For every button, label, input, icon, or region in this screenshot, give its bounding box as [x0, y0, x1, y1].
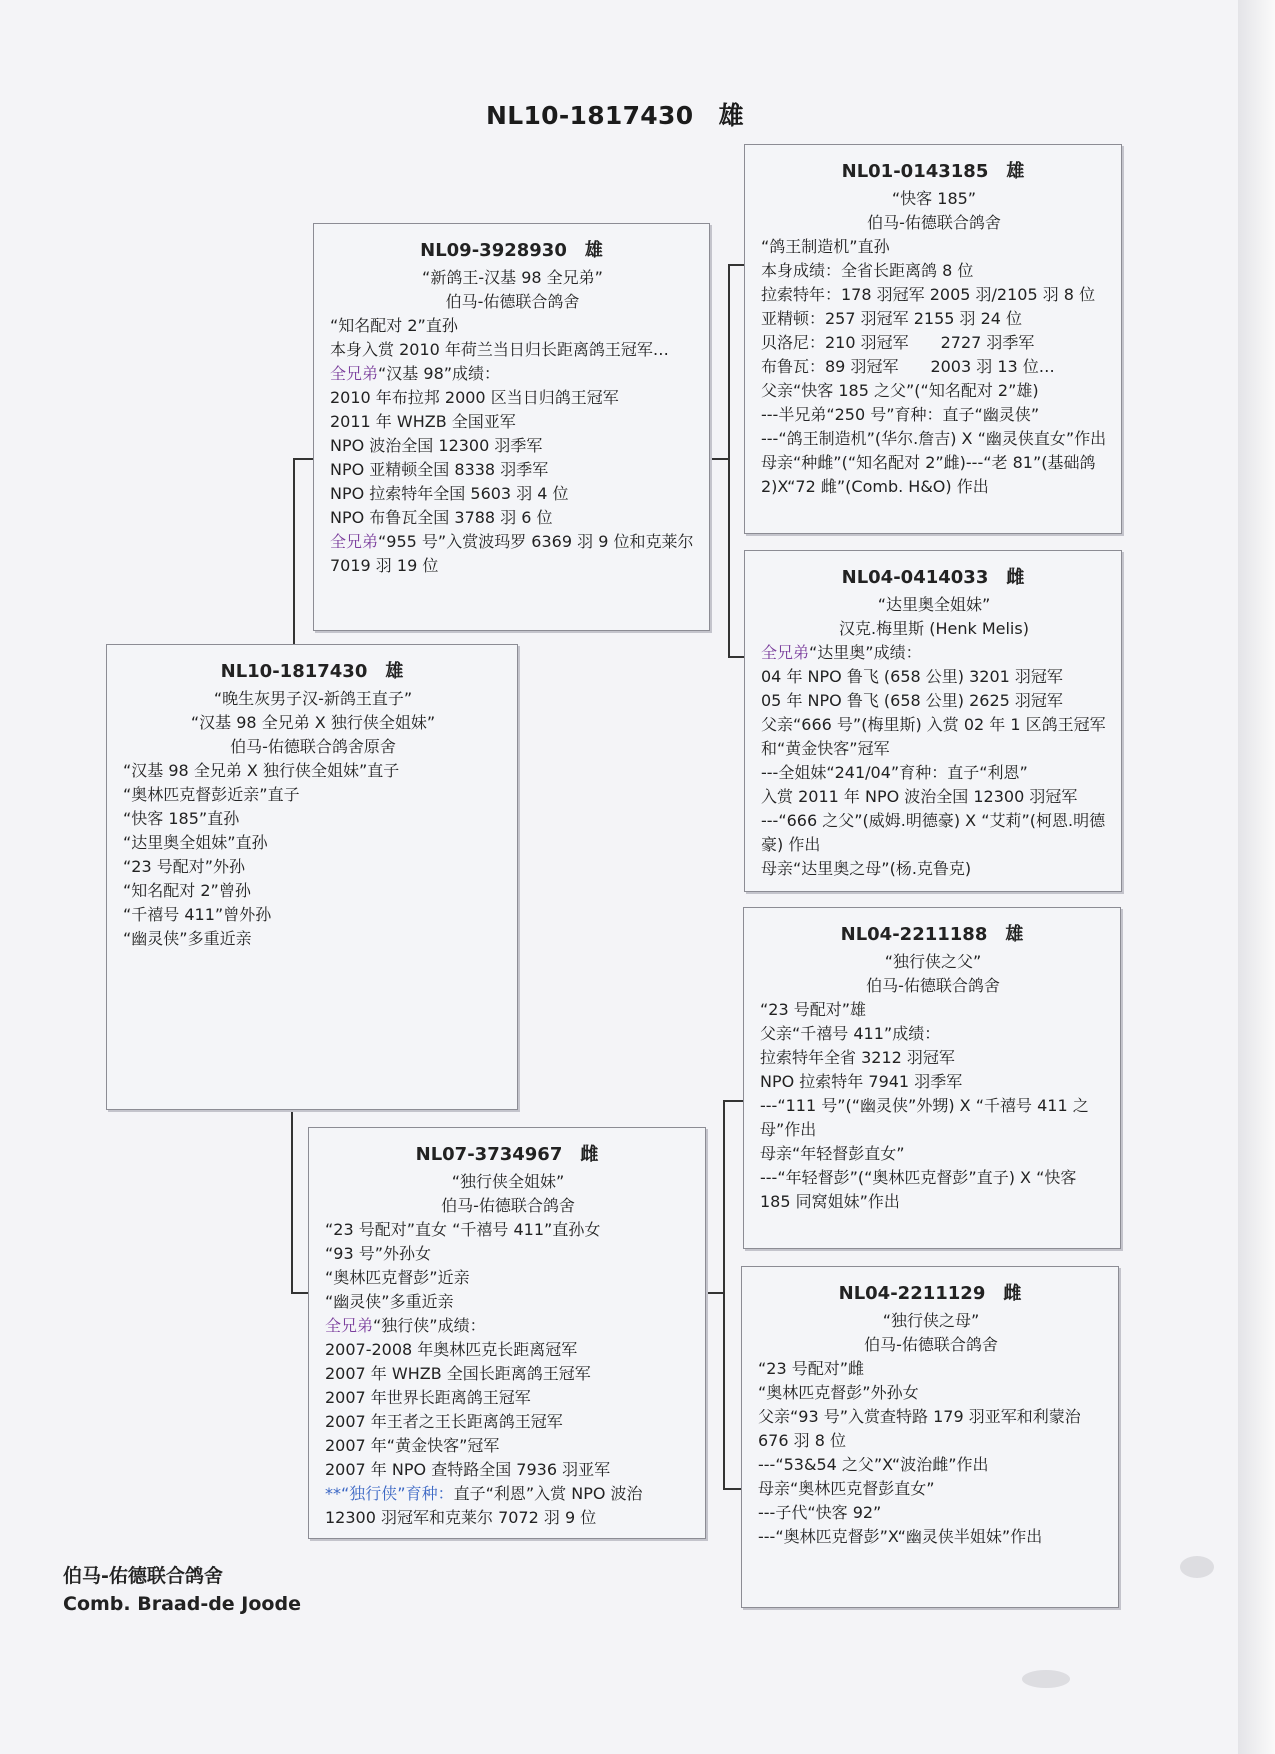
pedigree-line: 全兄弟“955 号”入赏波玛罗 6369 羽 9 位和克莱尔 7019 羽 19 位: [330, 532, 699, 575]
pedigree-line: 母亲“奥林匹克督彭直女”: [758, 1479, 935, 1498]
connector-root-up-tick: [293, 458, 313, 460]
pedigree-line: “奥林匹克督彭”外孙女: [758, 1383, 919, 1402]
pedigree-line: 2007 年 NPO 查特路全国 7936 羽亚军: [325, 1460, 611, 1479]
pedigree-line: ---“鸽王制造机”(华尔.詹吉) X “幽灵侠直女”作出 母亲“种雌”(“知名配对 2”雌)---“老 81”(基础鸽 2)X“72 雌”(Comb. H&O) 作出: [761, 429, 1123, 496]
sire-dam-lines: [745, 593, 1121, 881]
connector-root-down: [291, 1110, 293, 1294]
pedigree-line: ---“666 之父”(威姆.明德豪) X “艾莉”(柯恩.明德豪) 作出: [761, 811, 1106, 854]
dam-sire-box: [743, 907, 1121, 1249]
pedigree-line: “千禧号 411”曾外孙: [123, 905, 272, 924]
dam-sire-lines: [744, 950, 1120, 1214]
footer: [63, 1562, 301, 1618]
pedigree-line: 伯马-佑德联合鸽舍: [864, 1335, 998, 1354]
pedigree-line: “达里奥全姐妹”直孙: [123, 833, 268, 852]
page-title: NL10-1817430 雄: [486, 101, 744, 130]
connector-dam-down-tick: [723, 1488, 743, 1490]
pedigree-line: “知名配对 2”曾孙: [123, 881, 251, 900]
pedigree-line: 汉克.梅里斯 (Henk Melis): [839, 619, 1029, 638]
pedigree-line: NPO 亚精顿全国 8338 羽季军: [330, 460, 549, 479]
pedigree-line: 父亲“快客 185 之父”(“知名配对 2”雄): [761, 381, 1039, 400]
pedigree-line: **“独行侠”育种：直子“利恩”入赏 NPO 波治 12300 羽冠军和克莱尔 7072 羽 9 位: [325, 1484, 648, 1527]
pedigree-line: 父亲“666 号”(梅里斯) 入赏 02 年 1 区鸽王冠军和“黄金快客”冠军: [761, 715, 1106, 758]
footer-loft-name-en: Comb. Braad-de Joode: [63, 1593, 301, 1615]
pedigree-line: NPO 布鲁瓦全国 3788 羽 6 位: [330, 508, 553, 527]
pedigree-line: 贝洛尼：210 羽冠军 2727 羽季军: [761, 333, 1035, 352]
pedigree-line: 伯马-佑德联合鸽舍原舍: [230, 737, 396, 756]
sire-sire-box: [744, 144, 1122, 534]
pedigree-line: “独行侠之父”: [884, 952, 982, 971]
pedigree-line: 全兄弟“汉基 98”成绩：: [330, 364, 501, 383]
pedigree-line: 本身成绩：全省长距离鸽 8 位: [761, 261, 974, 280]
pedigree-line: ---“年轻督彭”(“奥林匹克督彭”直子) X “快客 185 同窝姐妹”作出: [760, 1168, 1082, 1211]
dam-lines: [309, 1170, 705, 1530]
sire-dam-box: [744, 550, 1122, 892]
pedigree-line: NPO 拉索特年全国 5603 羽 4 位: [330, 484, 569, 503]
pedigree-line: 本身入赏 2010 年荷兰当日归长距离鸽王冠军…: [330, 340, 669, 359]
connector-root-up: [293, 458, 295, 644]
pedigree-line: “新鸽王-汉基 98 全兄弟”: [422, 268, 603, 287]
pedigree-line: 拉索特年：178 羽冠军 2005 羽/2105 羽 8 位 亚精顿：257 羽冠军 2155 羽 24 位: [761, 285, 1112, 328]
pedigree-line: “奥林匹克督彭近亲”直子: [123, 785, 300, 804]
pedigree-line: 入赏 2011 年 NPO 波治全国 12300 羽冠军: [761, 787, 1078, 806]
root-box: [106, 644, 518, 1110]
pedigree-line: “独行侠之母”: [882, 1311, 980, 1330]
pedigree-line: “93 号”外孙女: [325, 1244, 432, 1263]
pedigree-line: “知名配对 2”直孙: [330, 316, 458, 335]
pedigree-line: “23 号配对”雄: [760, 1000, 867, 1019]
pedigree-line: 2007 年 WHZB 全国长距离鸽王冠军: [325, 1364, 591, 1383]
pedigree-line: 05 年 NPO 鲁飞 (658 公里) 2625 羽冠军: [761, 691, 1063, 710]
connector-dam-up-tick: [723, 1100, 743, 1102]
pedigree-line: 2010 年布拉邦 2000 区当日归鸽王冠军: [330, 388, 619, 407]
connector-sire-down-tick: [728, 656, 744, 658]
root-lines: [107, 687, 517, 951]
pedigree-line: “汉基 98 全兄弟 X 独行侠全姐妹”: [190, 713, 436, 732]
pedigree-line: 伯马-佑德联合鸽舍: [867, 213, 1001, 232]
connector-sire-up-tick: [728, 264, 744, 266]
pedigree-line: 伯马-佑德联合鸽舍: [441, 1196, 575, 1215]
pedigree-line: 2007 年王者之王长距离鸽王冠军: [325, 1412, 563, 1431]
paper-smudge: [1180, 1556, 1214, 1578]
pedigree-line: NPO 拉索特年 7941 羽季军: [760, 1072, 963, 1091]
pedigree-line: 拉索特年全省 3212 羽冠军: [760, 1048, 955, 1067]
pedigree-line: “汉基 98 全兄弟 X 独行侠全姐妹”直子: [123, 761, 400, 780]
sire-lines: [314, 266, 709, 578]
pedigree-line: “23 号配对”直女 “千禧号 411”直孙女: [325, 1220, 601, 1239]
pedigree-line: “23 号配对”雌: [758, 1359, 865, 1378]
connector-dam-mid-tick: [706, 1292, 725, 1294]
pedigree-line: 父亲“千禧号 411”成绩：: [760, 1024, 941, 1043]
sire-sire-lines: [745, 187, 1121, 499]
sire-box: [313, 223, 710, 631]
pedigree-line: NPO 波治全国 12300 羽季军: [330, 436, 543, 455]
pedigree-line: ---全姐妹“241/04”育种：直子“利恩”: [761, 763, 1028, 782]
dam-dam-id: NL04-2211129 雌: [838, 1283, 1022, 1304]
footer-loft-name: 伯马-佑德联合鸽舍: [63, 1565, 223, 1587]
sire-sire-id: NL01-0143185 雄: [841, 161, 1025, 182]
pedigree-line: 伯马-佑德联合鸽舍: [866, 976, 1000, 995]
pedigree-line: ---“奥林匹克督彭”X“幽灵侠半姐妹”作出: [758, 1527, 1043, 1546]
pedigree-line: “鸽王制造机”直孙: [761, 237, 890, 256]
pedigree-line: “快客 185”: [891, 189, 977, 208]
connector-sire-branch: [728, 264, 730, 658]
root-id: NL10-1817430 雄: [220, 661, 404, 682]
pedigree-line: “独行侠全姐妹”: [451, 1172, 565, 1191]
sire-id: NL09-3928930 雄: [420, 240, 603, 261]
pedigree-line: “幽灵侠”多重近亲: [325, 1292, 454, 1311]
pedigree-line: “达里奥全姐妹”: [877, 595, 991, 614]
pedigree-line: ---“53&54 之父”X“波治雌”作出: [758, 1455, 989, 1474]
dam-dam-lines: [742, 1309, 1118, 1549]
connector-sire-mid-tick: [710, 458, 730, 460]
dam-box: [308, 1127, 706, 1539]
dam-id: NL07-3734967 雌: [415, 1144, 599, 1165]
pedigree-line: 母亲“达里奥之母”(杨.克鲁克): [761, 859, 972, 878]
sire-dam-id: NL04-0414033 雌: [841, 567, 1025, 588]
pedigree-line: 全兄弟“达里奥”成绩：: [761, 643, 922, 662]
pedigree-line: 04 年 NPO 鲁飞 (658 公里) 3201 羽冠军: [761, 667, 1063, 686]
pedigree-line: 2007 年世界长距离鸽王冠军: [325, 1388, 531, 1407]
pedigree-line: 布鲁瓦：89 羽冠军 2003 羽 13 位…: [761, 357, 1055, 376]
pedigree-line: “奥林匹克督彭”近亲: [325, 1268, 470, 1287]
pedigree-line: ---半兄弟“250 号”育种：直子“幽灵侠”: [761, 405, 1040, 424]
pedigree-line: ---子代“快客 92”: [758, 1503, 882, 1522]
pedigree-line: ---“111 号”(“幽灵侠”外甥) X “千禧号 411 之母”作出: [760, 1096, 1089, 1139]
paper-smudge: [1022, 1670, 1070, 1688]
pedigree-line: “幽灵侠”多重近亲: [123, 929, 252, 948]
pedigree-line: 2007-2008 年奥林匹克长距离冠军: [325, 1340, 578, 1359]
pedigree-line: “23 号配对”外孙: [123, 857, 246, 876]
pedigree-line: 2007 年“黄金快客”冠军: [325, 1436, 500, 1455]
pedigree-line: 母亲“年轻督彭直女”: [760, 1144, 905, 1163]
dam-sire-id: NL04-2211188 雄: [840, 924, 1024, 945]
pedigree-line: 伯马-佑德联合鸽舍: [445, 292, 580, 311]
pedigree-line: 全兄弟“独行侠”成绩：: [325, 1316, 486, 1335]
paper-edge: [1238, 0, 1275, 1754]
connector-dam-branch: [723, 1100, 725, 1490]
pedigree-line: 父亲“93 号”入赏查特路 179 羽亚军和利蒙治 676 羽 8 位: [758, 1407, 1086, 1450]
pedigree-line: “晚生灰男子汉-新鸽王直子”: [213, 689, 413, 708]
dam-dam-box: [741, 1266, 1119, 1608]
pedigree-line: 2011 年 WHZB 全国亚军: [330, 412, 516, 431]
pedigree-line: “快客 185”直孙: [123, 809, 240, 828]
